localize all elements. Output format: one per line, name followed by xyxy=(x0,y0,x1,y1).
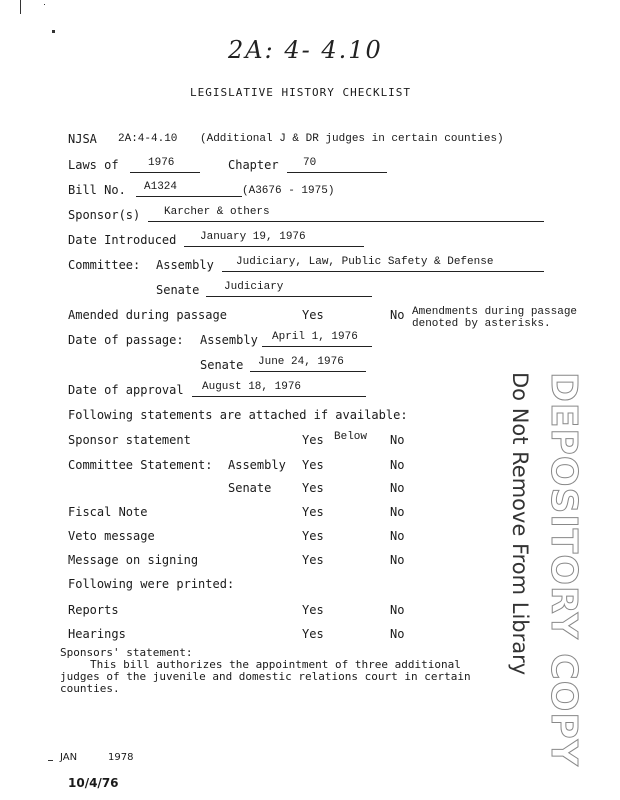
committee-senate-label: Senate xyxy=(156,283,200,297)
message-on-signing-yes: Yes xyxy=(302,553,324,567)
amended-note-line1: Amendments during passage xyxy=(412,306,578,318)
do-not-remove-stamp: Do Not Remove From Library xyxy=(508,372,532,676)
committee-statement-senate-no: No xyxy=(390,481,405,495)
date-of-approval-label: Date of approval xyxy=(68,383,184,397)
hearings-yes: Yes xyxy=(302,627,324,641)
laws-of-value: 1976 xyxy=(148,157,175,169)
passage-senate-value: June 24, 1976 xyxy=(258,356,344,368)
sponsors-statement-line: judges of the juvenile and domestic relations court in certain xyxy=(60,670,471,683)
statements-header: Following statements are attached if available: xyxy=(68,408,408,422)
date-introduced-label: Date Introduced xyxy=(68,233,177,247)
veto-message-yes: Yes xyxy=(302,529,324,543)
njsa-description: (Additional J & DR judges in certain counties) xyxy=(200,133,504,145)
committee-assembly-underline xyxy=(222,271,544,272)
library-stamps xyxy=(500,372,590,767)
hearings-label: Hearings xyxy=(68,627,126,641)
message-on-signing-label: Message on signing xyxy=(68,553,199,567)
committee-senate-underline xyxy=(206,296,372,297)
depository-copy-stamp: DEPOSITORY COPY xyxy=(543,372,584,767)
fiscal-note-no: No xyxy=(390,505,405,519)
committee-statement-senate-label: Senate xyxy=(228,481,272,495)
fiscal-note-label: Fiscal Note xyxy=(68,505,148,519)
bill-no-note: (A3676 - 1975) xyxy=(242,185,335,197)
amended-note-line2: denoted by asterisks. xyxy=(412,318,551,330)
scan-mark xyxy=(52,30,55,33)
sponsor-statement-yes: Yes xyxy=(302,433,324,447)
handwritten-title: 2A: 4- 4.10 xyxy=(228,36,383,64)
date-introduced-underline xyxy=(184,246,364,247)
scan-mark xyxy=(44,4,45,5)
sponsors-statement-heading: Sponsors' statement: xyxy=(60,646,193,659)
committee-statement-label: Committee Statement: xyxy=(68,458,213,472)
sponsors-statement-line: This bill authorizes the appointment of three additional xyxy=(90,658,461,671)
passage-assembly-underline xyxy=(262,346,372,347)
committee-statement-assembly-yes: Yes xyxy=(302,458,324,472)
committee-statement-assembly-no: No xyxy=(390,458,405,472)
passage-assembly-value: April 1, 1976 xyxy=(272,331,358,343)
scan-mark xyxy=(20,0,21,14)
amended-yes: Yes xyxy=(302,308,324,322)
reports-yes: Yes xyxy=(302,603,324,617)
veto-message-no: No xyxy=(390,529,405,543)
footer-year: 1978 xyxy=(108,752,134,763)
sponsor-statement-below: Below xyxy=(334,431,368,443)
committee-assembly-value: Judiciary, Law, Public Safety & Defense xyxy=(236,256,494,268)
amended-no: No xyxy=(390,308,405,322)
njsa-value: 2A:4-4.10 xyxy=(118,133,178,145)
sponsors-underline xyxy=(148,221,544,222)
footer-date: 10/4/76 xyxy=(68,776,119,790)
bill-no-value: A1324 xyxy=(144,181,178,193)
committee-label: Committee: xyxy=(68,258,141,272)
committee-senate-value: Judiciary xyxy=(224,281,284,293)
committee-statement-senate-yes: Yes xyxy=(302,481,324,495)
veto-message-label: Veto message xyxy=(68,529,155,543)
date-of-passage-label: Date of passage: xyxy=(68,333,184,347)
reports-label: Reports xyxy=(68,603,119,617)
passage-senate-label: Senate xyxy=(200,358,244,372)
committee-statement-assembly-label: Assembly xyxy=(228,458,286,472)
chapter-underline xyxy=(287,172,387,173)
sponsors-value: Karcher & others xyxy=(164,206,270,218)
chapter-label: Chapter xyxy=(228,158,279,172)
page-title: LEGISLATIVE HISTORY CHECKLIST xyxy=(190,86,412,99)
laws-of-underline xyxy=(130,172,200,173)
passage-assembly-label: Assembly xyxy=(200,333,258,347)
amended-label: Amended during passage xyxy=(68,308,227,322)
printed-header: Following were printed: xyxy=(68,577,235,591)
hearings-no: No xyxy=(390,627,405,641)
njsa-label: NJSA xyxy=(68,132,97,146)
committee-assembly-label: Assembly xyxy=(156,258,214,272)
bill-no-label: Bill No. xyxy=(68,183,126,197)
sponsor-statement-no: No xyxy=(390,433,405,447)
footer-dash xyxy=(48,760,53,761)
laws-of-label: Laws of xyxy=(68,158,119,172)
sponsor-statement-label: Sponsor statement xyxy=(68,433,191,447)
sponsors-label: Sponsor(s) xyxy=(68,208,141,222)
passage-senate-underline xyxy=(250,371,366,372)
reports-no: No xyxy=(390,603,405,617)
chapter-value: 70 xyxy=(303,157,317,169)
date-of-approval-value: August 18, 1976 xyxy=(202,381,302,393)
fiscal-note-yes: Yes xyxy=(302,505,324,519)
sponsors-statement-line: counties. xyxy=(60,682,120,695)
message-on-signing-no: No xyxy=(390,553,405,567)
footer-month: JAN xyxy=(60,752,78,763)
bill-no-underline xyxy=(136,196,242,197)
date-introduced-value: January 19, 1976 xyxy=(200,231,306,243)
date-of-approval-underline xyxy=(192,396,366,397)
